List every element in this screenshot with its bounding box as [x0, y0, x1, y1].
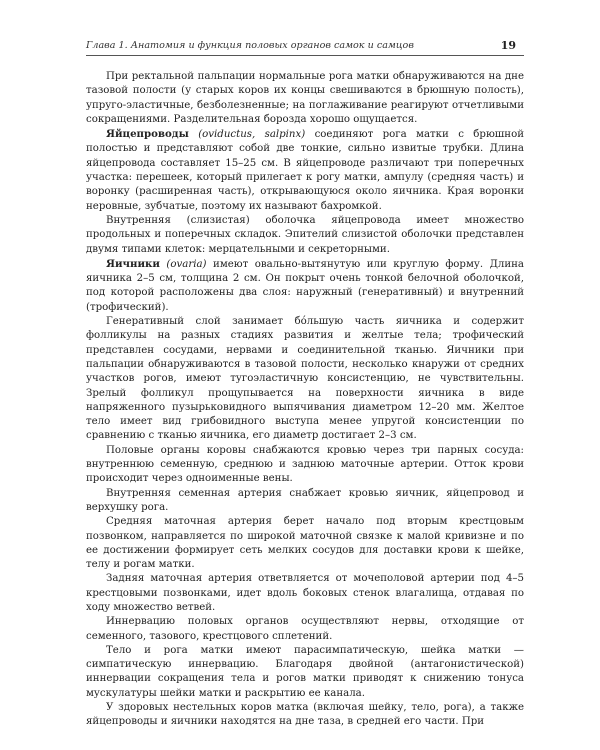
paragraph-oviduct-mucosa: Внутренняя (слизистая) оболочка яйцепровода имеет множество продольных и поперечных складок. Эпителий слизистой оболочки представлен двумя типами клеток: мерцательными и секреторными.	[86, 214, 524, 255]
paragraph-ovaries: Яичники (ovaria) имеют овально-вытянутую или круглую форму. Длина яичника 2–5 см, толщина 2 см. Он покрыт очень тонкой белочной оболочкой, под которой расположены два слоя: наружный (генеративный) и внутренний (трофический).	[86, 257, 524, 313]
latin-oviducts: (oviductus, salpinx)	[198, 129, 306, 141]
paragraph-healthy-cows: У здоровых нестельных коров матка (включая шейку, тело, рога), а также яйцепроводы и яичники находятся на дне таза, в средней его части. При	[86, 702, 524, 728]
paragraph-seminal-artery: Внутренняя семенная артерия снабжает кровью яичник, яйцепровод и верхушку рога.	[86, 487, 524, 513]
paragraph-posterior-uterine-artery: Задняя маточная артерия ответвляется от мочеполовой артерии под 4–5 крестцовыми позвонками, идет вдоль боковых стенок влагалища, отдавая по ходу множество ветвей.	[86, 573, 524, 613]
term-oviducts: Яйцепроводы	[106, 128, 189, 141]
paragraph-innervation: Иннервацию половых органов осуществляют нервы, отходящие от семенного, тазового, крестцового сплетений.	[86, 616, 524, 642]
paragraph-blood-supply: Половые органы коровы снабжаются кровью через три парных сосуда: внутреннюю семенную, среднюю и заднюю маточные артерии. Отток крови происходит через одноименные вены.	[86, 444, 524, 485]
paragraph-generative-layer: Генеративный слой занимает бо́льшую часть яичника и содержит фолликулы на разных стадиях развития и желтые тела; трофический представлен сосудами, нервами и соединительной тканью. Яичники при пальпации обнаруживаются в тазовой полости, несколько кнаружи от средних участков рогов, имеют тугоэластичную консистенцию, не чувствительны. Зрелый фолликул прощупывается на поверхности яичника в виде напряженного пузырьковидного выпячивания диаметром 12–20 мм. Желтое тело имеет вид грибовидного выступа менее упругой консистенции по сравнению с тканью яичника, его диаметр достигает 2–3 см.	[86, 316, 524, 442]
body-text	[86, 70, 524, 730]
paragraph-rectal-palpation: При ректальной пальпации нормальные рога матки обнаруживаются на дне тазовой полости (у старых коров их концы свешиваются в брюшную полость), упруго-эластичные, безболезненные; на поглаживание реагируют отчетливыми сокращениями. Разделительная борозда хорошо ощущается.	[86, 71, 524, 125]
latin-ovaries: (ovaria)	[166, 258, 207, 270]
paragraph-middle-uterine-artery: Средняя маточная артерия берет начало под вторым крестцовым позвонком, направляется по широкой маточной связке к малой кривизне и по ее достижении формирует сеть мелких сосудов для доставки крови к шейке, телу и рогам матки.	[86, 516, 524, 571]
page-number: 19	[500, 39, 516, 52]
running-head: Глава 1. Анатомия и функция половых органов самок и самцов	[86, 40, 414, 51]
header-divider	[86, 55, 524, 56]
term-ovaries: Яичники	[106, 257, 160, 270]
paragraph-oviducts: Яйцепроводы (oviductus, salpinx) соединяют рога матки с брюшной полостью и представляют собой две тонкие, сильно извитые трубки. Длина яйцепровода составляет 15–25 см. В яйцепроводе различают три поперечных участка: перешеек, который прилегает к рогу матки, ампулу (средняя часть) и воронку (расширенная часть), открывающуюся около яичника. Края воронки неровные, зубчатые, поэтому их называют бахромкой.	[86, 128, 524, 212]
paragraph-parasympathetic: Тело и рога матки имеют парасимпатическую, шейка матки — симпатическую иннервацию. Благодаря двойной (антагонистической) иннервации сокращения тела и рогов матки приводят к снижению тонуса мускулатуры шейки матки и раскрытию ее канала.	[86, 644, 524, 699]
